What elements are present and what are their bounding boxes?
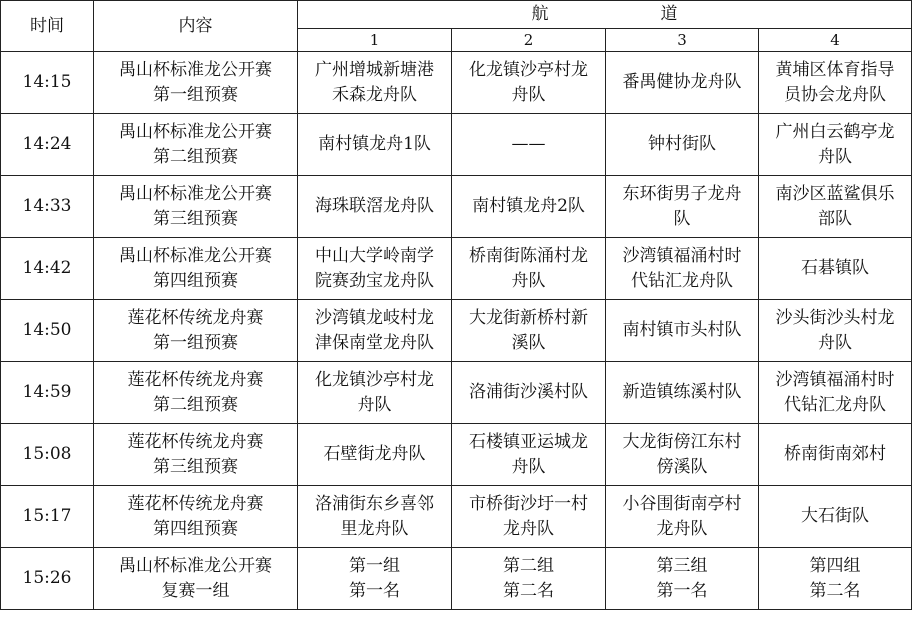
team-name-line: 石碁镇队 bbox=[801, 258, 869, 278]
content-cell bbox=[94, 52, 298, 114]
lane-2-cell bbox=[452, 424, 606, 486]
team-name-line: 代钻汇龙舟队 bbox=[784, 394, 886, 415]
header-lane-word-2: 道 bbox=[660, 4, 678, 24]
content-line: 莲花杯传统龙舟赛 bbox=[127, 493, 264, 514]
team-name-line: 第四组 bbox=[809, 555, 861, 576]
team-name-line: 桥南街南郊村 bbox=[784, 444, 886, 464]
team-name-line: 石壁街龙舟队 bbox=[323, 444, 426, 464]
team-name-line: —— bbox=[511, 134, 546, 154]
table-row bbox=[1, 52, 912, 114]
lane-2-cell bbox=[452, 486, 606, 548]
team-name-line: 舟队 bbox=[818, 332, 852, 353]
team-name-line: 傍溪队 bbox=[656, 456, 708, 477]
lane-1-cell bbox=[298, 548, 452, 610]
lane-4-cell bbox=[759, 238, 912, 300]
lane-3-cell bbox=[606, 238, 759, 300]
team-name-line: 小谷围街南亭村 bbox=[622, 493, 742, 514]
team-name-line: 舟队 bbox=[511, 84, 546, 105]
lane-3-cell bbox=[606, 114, 759, 176]
lane-1-cell bbox=[298, 114, 452, 176]
lane-3-cell bbox=[606, 176, 759, 238]
team-name-line: 禾森龙舟队 bbox=[332, 84, 417, 105]
lane-3-cell bbox=[606, 52, 759, 114]
team-name-line: 部队 bbox=[818, 208, 852, 229]
lane-4-cell bbox=[759, 486, 912, 548]
content-line: 第四组预赛 bbox=[153, 518, 238, 539]
content-line: 莲花杯传统龙舟赛 bbox=[127, 431, 264, 452]
team-name-line: 海珠联滘龙舟队 bbox=[315, 196, 434, 216]
time-cell: 14:24 bbox=[1, 114, 94, 176]
content-cell bbox=[94, 424, 298, 486]
content-cell bbox=[94, 362, 298, 424]
team-name-line: 里龙舟队 bbox=[340, 518, 409, 539]
lane-3-cell bbox=[606, 548, 759, 610]
lane-3-cell bbox=[606, 424, 759, 486]
content-line: 莲花杯传统龙舟赛 bbox=[127, 369, 264, 390]
lane-2-cell bbox=[452, 52, 606, 114]
team-name-line: 钟村街队 bbox=[648, 134, 716, 154]
header-content: 内容 bbox=[94, 1, 298, 52]
time-cell: 15:17 bbox=[1, 486, 94, 548]
team-name-line: 大龙街新桥村新 bbox=[469, 307, 588, 328]
lane-2-cell bbox=[452, 362, 606, 424]
time-cell: 15:08 bbox=[1, 424, 94, 486]
time-cell: 14:50 bbox=[1, 300, 94, 362]
team-name-line: 院赛劲宝龙舟队 bbox=[315, 270, 434, 291]
team-name-line: 舟队 bbox=[511, 456, 546, 477]
content-cell bbox=[94, 114, 298, 176]
time-cell: 14:59 bbox=[1, 362, 94, 424]
team-name-line: 黄埔区体育指导 bbox=[775, 59, 895, 80]
lane-4-cell bbox=[759, 424, 912, 486]
team-name-line: 龙舟队 bbox=[503, 518, 554, 539]
content-cell bbox=[94, 548, 298, 610]
team-name-line: 石楼镇亚运城龙 bbox=[469, 431, 588, 452]
lane-2-cell bbox=[452, 238, 606, 300]
content-line: 禺山杯标准龙公开赛 bbox=[119, 245, 272, 266]
team-name-line: 代钻汇龙舟队 bbox=[631, 270, 733, 291]
team-name-line: 广州白云鹤亭龙 bbox=[775, 121, 895, 142]
team-name-line: 第二名 bbox=[809, 580, 861, 601]
team-name-line: 南村镇龙舟2队 bbox=[472, 196, 585, 216]
team-name-line: 队 bbox=[673, 208, 691, 229]
header-lane-3: 3 bbox=[606, 29, 759, 52]
lane-3-cell bbox=[606, 300, 759, 362]
content-line: 第二组预赛 bbox=[153, 146, 238, 167]
lane-3-cell bbox=[606, 362, 759, 424]
header-lane-group bbox=[298, 1, 912, 29]
lane-2-cell bbox=[452, 114, 606, 176]
team-name-line: 溪队 bbox=[511, 332, 546, 353]
content-line: 第三组预赛 bbox=[153, 456, 238, 477]
team-name-line: 第一名 bbox=[656, 580, 708, 601]
team-name-line: 市桥街沙圩一村 bbox=[469, 493, 588, 514]
lane-4-cell bbox=[759, 548, 912, 610]
table-row bbox=[1, 424, 912, 486]
lane-4-cell bbox=[759, 114, 912, 176]
header-lane-2: 2 bbox=[452, 29, 606, 52]
lane-1-cell bbox=[298, 238, 452, 300]
content-line: 第一组预赛 bbox=[153, 332, 238, 353]
content-line: 禺山杯标准龙公开赛 bbox=[119, 183, 272, 204]
content-line: 禺山杯标准龙公开赛 bbox=[119, 121, 272, 142]
lane-1-cell bbox=[298, 52, 452, 114]
team-name-line: 沙湾镇福涌村时 bbox=[622, 245, 742, 266]
team-name-line: 南村镇市头村队 bbox=[622, 320, 742, 340]
team-name-line: 番禺健协龙舟队 bbox=[622, 72, 742, 92]
lane-1-cell bbox=[298, 300, 452, 362]
team-name-line: 舟队 bbox=[511, 270, 546, 291]
team-name-line: 沙湾镇福涌村时 bbox=[775, 369, 895, 390]
lane-3-cell bbox=[606, 486, 759, 548]
header-time: 时间 bbox=[1, 1, 94, 52]
table-row bbox=[1, 486, 912, 548]
header-lane-4: 4 bbox=[759, 29, 912, 52]
table-row bbox=[1, 300, 912, 362]
team-name-line: 新造镇练溪村队 bbox=[622, 382, 742, 402]
content-line: 第一组预赛 bbox=[153, 84, 238, 105]
content-line: 莲花杯传统龙舟赛 bbox=[127, 307, 264, 328]
lane-1-cell bbox=[298, 176, 452, 238]
lane-2-cell bbox=[452, 300, 606, 362]
lane-4-cell bbox=[759, 176, 912, 238]
team-name-line: 舟队 bbox=[818, 146, 852, 167]
team-name-line: 广州增城新塘港 bbox=[315, 59, 434, 80]
lane-4-cell bbox=[759, 52, 912, 114]
header-lane-word-1: 航 bbox=[531, 4, 549, 24]
time-cell: 14:42 bbox=[1, 238, 94, 300]
team-name-line: 化龙镇沙亭村龙 bbox=[315, 369, 434, 390]
content-cell bbox=[94, 486, 298, 548]
team-name-line: 沙头街沙头村龙 bbox=[775, 307, 895, 328]
team-name-line: 化龙镇沙亭村龙 bbox=[469, 59, 588, 80]
team-name-line: 津保南堂龙舟队 bbox=[315, 332, 434, 353]
lane-1-cell bbox=[298, 486, 452, 548]
team-name-line: 第二名 bbox=[503, 580, 554, 601]
content-line: 复赛一组 bbox=[161, 580, 230, 601]
content-line: 第四组预赛 bbox=[153, 270, 238, 291]
team-name-line: 沙湾镇龙岐村龙 bbox=[315, 307, 434, 328]
lane-4-cell bbox=[759, 300, 912, 362]
team-name-line: 大龙街傍江东村 bbox=[622, 431, 742, 452]
team-name-line: 员协会龙舟队 bbox=[784, 84, 886, 105]
team-name-line: 南沙区蓝鲨俱乐 bbox=[775, 183, 895, 204]
content-line: 禺山杯标准龙公开赛 bbox=[119, 555, 272, 576]
team-name-line: 第三组 bbox=[656, 555, 708, 576]
time-cell: 14:15 bbox=[1, 52, 94, 114]
team-name-line: 龙舟队 bbox=[656, 518, 708, 539]
content-line: 禺山杯标准龙公开赛 bbox=[119, 59, 272, 80]
team-name-line: 桥南街陈涌村龙 bbox=[469, 245, 588, 266]
team-name-line: 第一组 bbox=[349, 555, 400, 576]
team-name-line: 南村镇龙舟1队 bbox=[318, 134, 431, 154]
team-name-line: 东环街男子龙舟 bbox=[622, 183, 742, 204]
content-line: 第三组预赛 bbox=[153, 208, 238, 229]
lane-4-cell bbox=[759, 362, 912, 424]
table-row bbox=[1, 362, 912, 424]
time-cell: 14:33 bbox=[1, 176, 94, 238]
team-name-line: 洛浦街沙溪村队 bbox=[469, 382, 588, 402]
content-cell bbox=[94, 238, 298, 300]
header-lane-1: 1 bbox=[298, 29, 452, 52]
table-row bbox=[1, 238, 912, 300]
content-line: 第二组预赛 bbox=[153, 394, 238, 415]
lane-2-cell bbox=[452, 548, 606, 610]
table-row bbox=[1, 548, 912, 610]
lane-1-cell bbox=[298, 362, 452, 424]
content-cell bbox=[94, 300, 298, 362]
team-name-line: 大石街队 bbox=[801, 506, 869, 526]
table-row bbox=[1, 114, 912, 176]
table-row bbox=[1, 176, 912, 238]
team-name-line: 中山大学岭南学 bbox=[315, 245, 434, 266]
lane-1-cell bbox=[298, 424, 452, 486]
team-name-line: 洛浦街东乡喜邻 bbox=[315, 493, 434, 514]
team-name-line: 舟队 bbox=[357, 394, 392, 415]
schedule-body bbox=[1, 52, 912, 610]
lane-2-cell bbox=[452, 176, 606, 238]
team-name-line: 第一名 bbox=[349, 580, 400, 601]
team-name-line: 第二组 bbox=[503, 555, 554, 576]
content-cell bbox=[94, 176, 298, 238]
time-cell: 15:26 bbox=[1, 548, 94, 610]
